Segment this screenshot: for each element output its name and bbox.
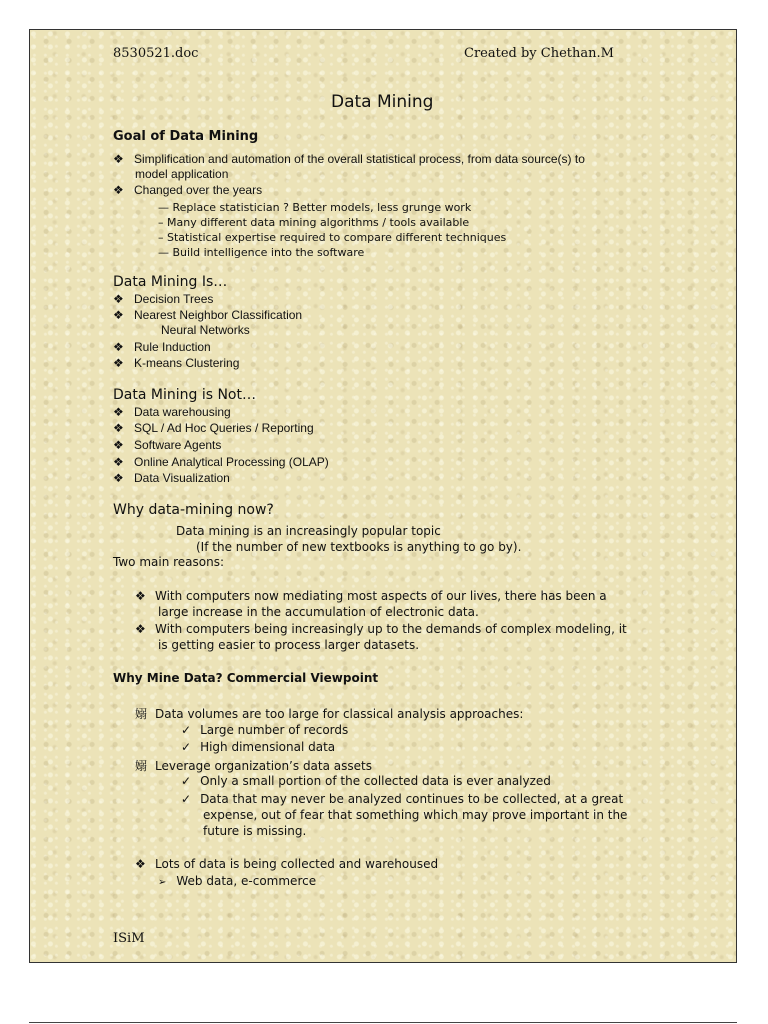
diamond-bullet-icon: ❖ (135, 589, 146, 603)
sub-item: – Statistical expertise required to compare different techniques (158, 231, 507, 244)
list-item-continuation: large increase in the accumulation of electronic data. (158, 605, 479, 619)
arrow-bullet-icon: ➢ (158, 877, 167, 888)
diamond-bullet-icon: ❖ (135, 622, 146, 636)
list-item: ❖ Simplification and automation of the overall statistical process, from data source(s) to (113, 152, 585, 166)
sub-item: — Replace statistician ? Better models, less grunge work (158, 201, 472, 214)
list-item-continuation: is getting easier to process larger datasets. (158, 638, 420, 652)
sub-item: — Build intelligence into the software (158, 246, 365, 259)
list-item: ❖ With computers now mediating most aspects of our lives, there has been a (135, 589, 607, 603)
diamond-bullet-icon: ❖ (113, 356, 124, 370)
list-item: ❖ Data warehousing (113, 405, 231, 419)
section-heading-goal: Goal of Data Mining (113, 129, 259, 144)
diamond-bullet-icon: ❖ (113, 471, 124, 485)
diamond-bullet-icon: ❖ (135, 857, 146, 871)
list-item-continuation: Neural Networks (161, 323, 250, 337)
check-icon: ✓ (181, 740, 192, 754)
sub-item: ✓ Data that may never be analyzed continues to be collected, at a great (181, 792, 624, 806)
paragraph-line: (If the number of new textbooks is anything to go by). (196, 540, 522, 554)
sub-item: ✓ Only a small portion of the collected data is ever analyzed (181, 774, 551, 788)
list-item: ❖ Nearest Neighbor Classification (113, 308, 303, 322)
list-item: ❖ Software Agents (113, 438, 222, 452)
sub-item: – Many different data mining algorithms / tools available (158, 216, 470, 229)
list-item: ❖ Rule Induction (113, 340, 211, 354)
header-filename: 8530521.doc (113, 46, 199, 61)
list-item-continuation: model application (135, 167, 229, 181)
sub-item: ✓ High dimensional data (181, 740, 336, 754)
list-item: ❖ Online Analytical Processing (OLAP) (113, 455, 329, 469)
section-heading-commercial: Why Mine Data? Commercial Viewpoint (113, 671, 379, 685)
diamond-bullet-icon: ❖ (113, 438, 124, 452)
page-title: Data Mining (331, 92, 434, 112)
header-author: Created by Chethan.M (464, 46, 614, 61)
section-heading-is: Data Mining Is… (113, 274, 228, 290)
section-heading-is-not: Data Mining is Not… (113, 387, 256, 403)
list-item: 嫋 Leverage organization’s data assets (135, 759, 372, 773)
diamond-bullet-icon: ❖ (113, 183, 124, 197)
check-icon: ✓ (181, 792, 192, 806)
check-icon: ✓ (181, 774, 192, 788)
paragraph-line: Two main reasons: (113, 555, 225, 569)
page-divider (29, 1022, 737, 1023)
sub-item-continuation: expense, out of fear that something which may prove important in the (203, 808, 628, 822)
diamond-bullet-icon: ❖ (113, 292, 124, 306)
list-item: 嫋 Data volumes are too large for classical analysis approaches: (135, 707, 524, 721)
footer-label: ISiM (113, 931, 145, 946)
diamond-bullet-icon: ❖ (113, 421, 124, 435)
check-icon: ✓ (181, 723, 192, 737)
list-item: ❖ Data Visualization (113, 471, 230, 485)
sub-item-continuation: future is missing. (203, 824, 307, 838)
diamond-bullet-icon: ❖ (113, 455, 124, 469)
diamond-bullet-icon: ❖ (113, 405, 124, 419)
bullet-glyph-icon: 嫋 (135, 707, 148, 721)
diamond-bullet-icon: ❖ (113, 308, 124, 322)
section-heading-why-now: Why data-mining now? (113, 502, 274, 518)
sub-item: ✓ Large number of records (181, 723, 349, 737)
list-item: ❖ SQL / Ad Hoc Queries / Reporting (113, 421, 314, 435)
paragraph-line: Data mining is an increasingly popular topic (176, 524, 441, 538)
list-item: ❖ Decision Trees (113, 292, 214, 306)
list-item: ❖ Changed over the years (113, 183, 263, 197)
list-item: ❖ With computers being increasingly up to the demands of complex modeling, it (135, 622, 627, 636)
bullet-glyph-icon: 嫋 (135, 759, 148, 773)
diamond-bullet-icon: ❖ (113, 152, 124, 166)
list-item: ❖ K-means Clustering (113, 356, 240, 370)
sub-item: ➢ Web data, e-commerce (158, 874, 317, 888)
list-item: ❖ Lots of data is being collected and warehoused (135, 857, 439, 871)
diamond-bullet-icon: ❖ (113, 340, 124, 354)
